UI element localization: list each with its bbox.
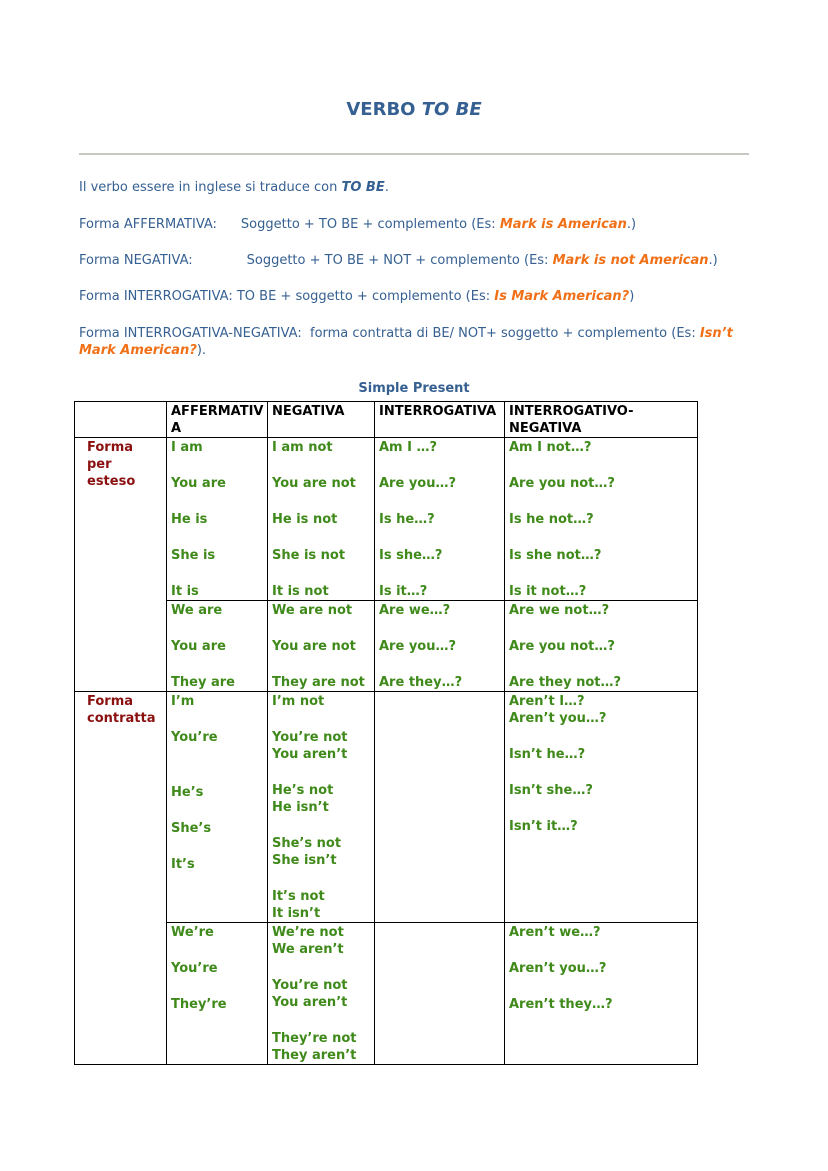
contratta-plur-affermativa: We’re You’re They’re (167, 923, 268, 1065)
contratta-sing-affermativa: I’m You’re He’s She’s It’s (167, 692, 268, 923)
intro-paragraph: Il verbo essere in inglese si traduce con TO BE. (79, 180, 389, 195)
page-title: VERBO TO BE (346, 99, 482, 120)
esteso-plur-negativa: We are not You are not They are not (268, 601, 375, 692)
contratta-sing-negativa: I’m not You’re not You aren’t He’s not He isn’t She’s not She isn’t It’s not It isn’t (268, 692, 375, 923)
header-negativa: NEGATIVA (268, 402, 375, 438)
contratta-plur-negativa: We’re not We aren’t You’re not You aren’t They’re not They aren’t (268, 923, 375, 1065)
form-affermativa: Forma AFFERMATIVA: Soggetto + TO BE + complemento (Es: Mark is American.) (79, 217, 637, 232)
esteso-sing-negativa: I am not You are not He is not She is not It is not (268, 438, 375, 601)
esteso-plur-interrogativa: Are we…? Are you…? Are they…? (375, 601, 505, 692)
esteso-sing-interrogativo-negativa: Am I not…? Are you not…? Is he not…? Is she not…? Is it not…? (505, 438, 698, 601)
label-forma-per-esteso: Forma per esteso (75, 438, 167, 692)
table-row (75, 923, 698, 1065)
simple-present-table (74, 401, 698, 1065)
form-negativa: Forma NEGATIVA: Soggetto + TO BE + NOT + complemento (Es: Mark is not American.) (79, 253, 718, 268)
table-row (75, 601, 698, 692)
label-forma-contratta: Forma contratta (75, 692, 167, 1065)
contratta-sing-interrogativo-negativa: Aren’t I…? Aren’t you…? Isn’t he…? Isn’t she…? Isn’t it…? (505, 692, 698, 923)
contratta-plur-interrogativa (375, 923, 505, 1065)
esteso-sing-interrogativa: Am I …? Are you…? Is he…? Is she…? Is it…? (375, 438, 505, 601)
header-empty (75, 402, 167, 438)
table-row (75, 692, 698, 923)
form-interrogativa: Forma INTERROGATIVA: TO BE + soggetto + complemento (Es: Is Mark American?) (79, 289, 635, 304)
table-header-row (75, 402, 698, 438)
contratta-plur-interrogativo-negativa: Aren’t we…? Aren’t you…? Aren’t they…? (505, 923, 698, 1065)
esteso-plur-interrogativo-negativa: Are we not…? Are you not…? Are they not…? (505, 601, 698, 692)
contratta-sing-interrogativa (375, 692, 505, 923)
header-affermativa: AFFERMATIV A (167, 402, 268, 438)
header-interrogativo-negativa: INTERROGATIVO- NEGATIVA (505, 402, 698, 438)
header-interrogativa: INTERROGATIVA (375, 402, 505, 438)
table-caption: Simple Present (358, 381, 470, 396)
form-interrogativa-negativa: Forma INTERROGATIVA-NEGATIVA: forma contratta di BE/ NOT+ soggetto + complemento (Es: Isn’t Mark American?). (79, 326, 733, 358)
esteso-plur-affermativa: We are You are They are (167, 601, 268, 692)
title-divider (79, 153, 749, 155)
table-row (75, 438, 698, 601)
esteso-sing-affermativa: I am You are He is She is It is (167, 438, 268, 601)
